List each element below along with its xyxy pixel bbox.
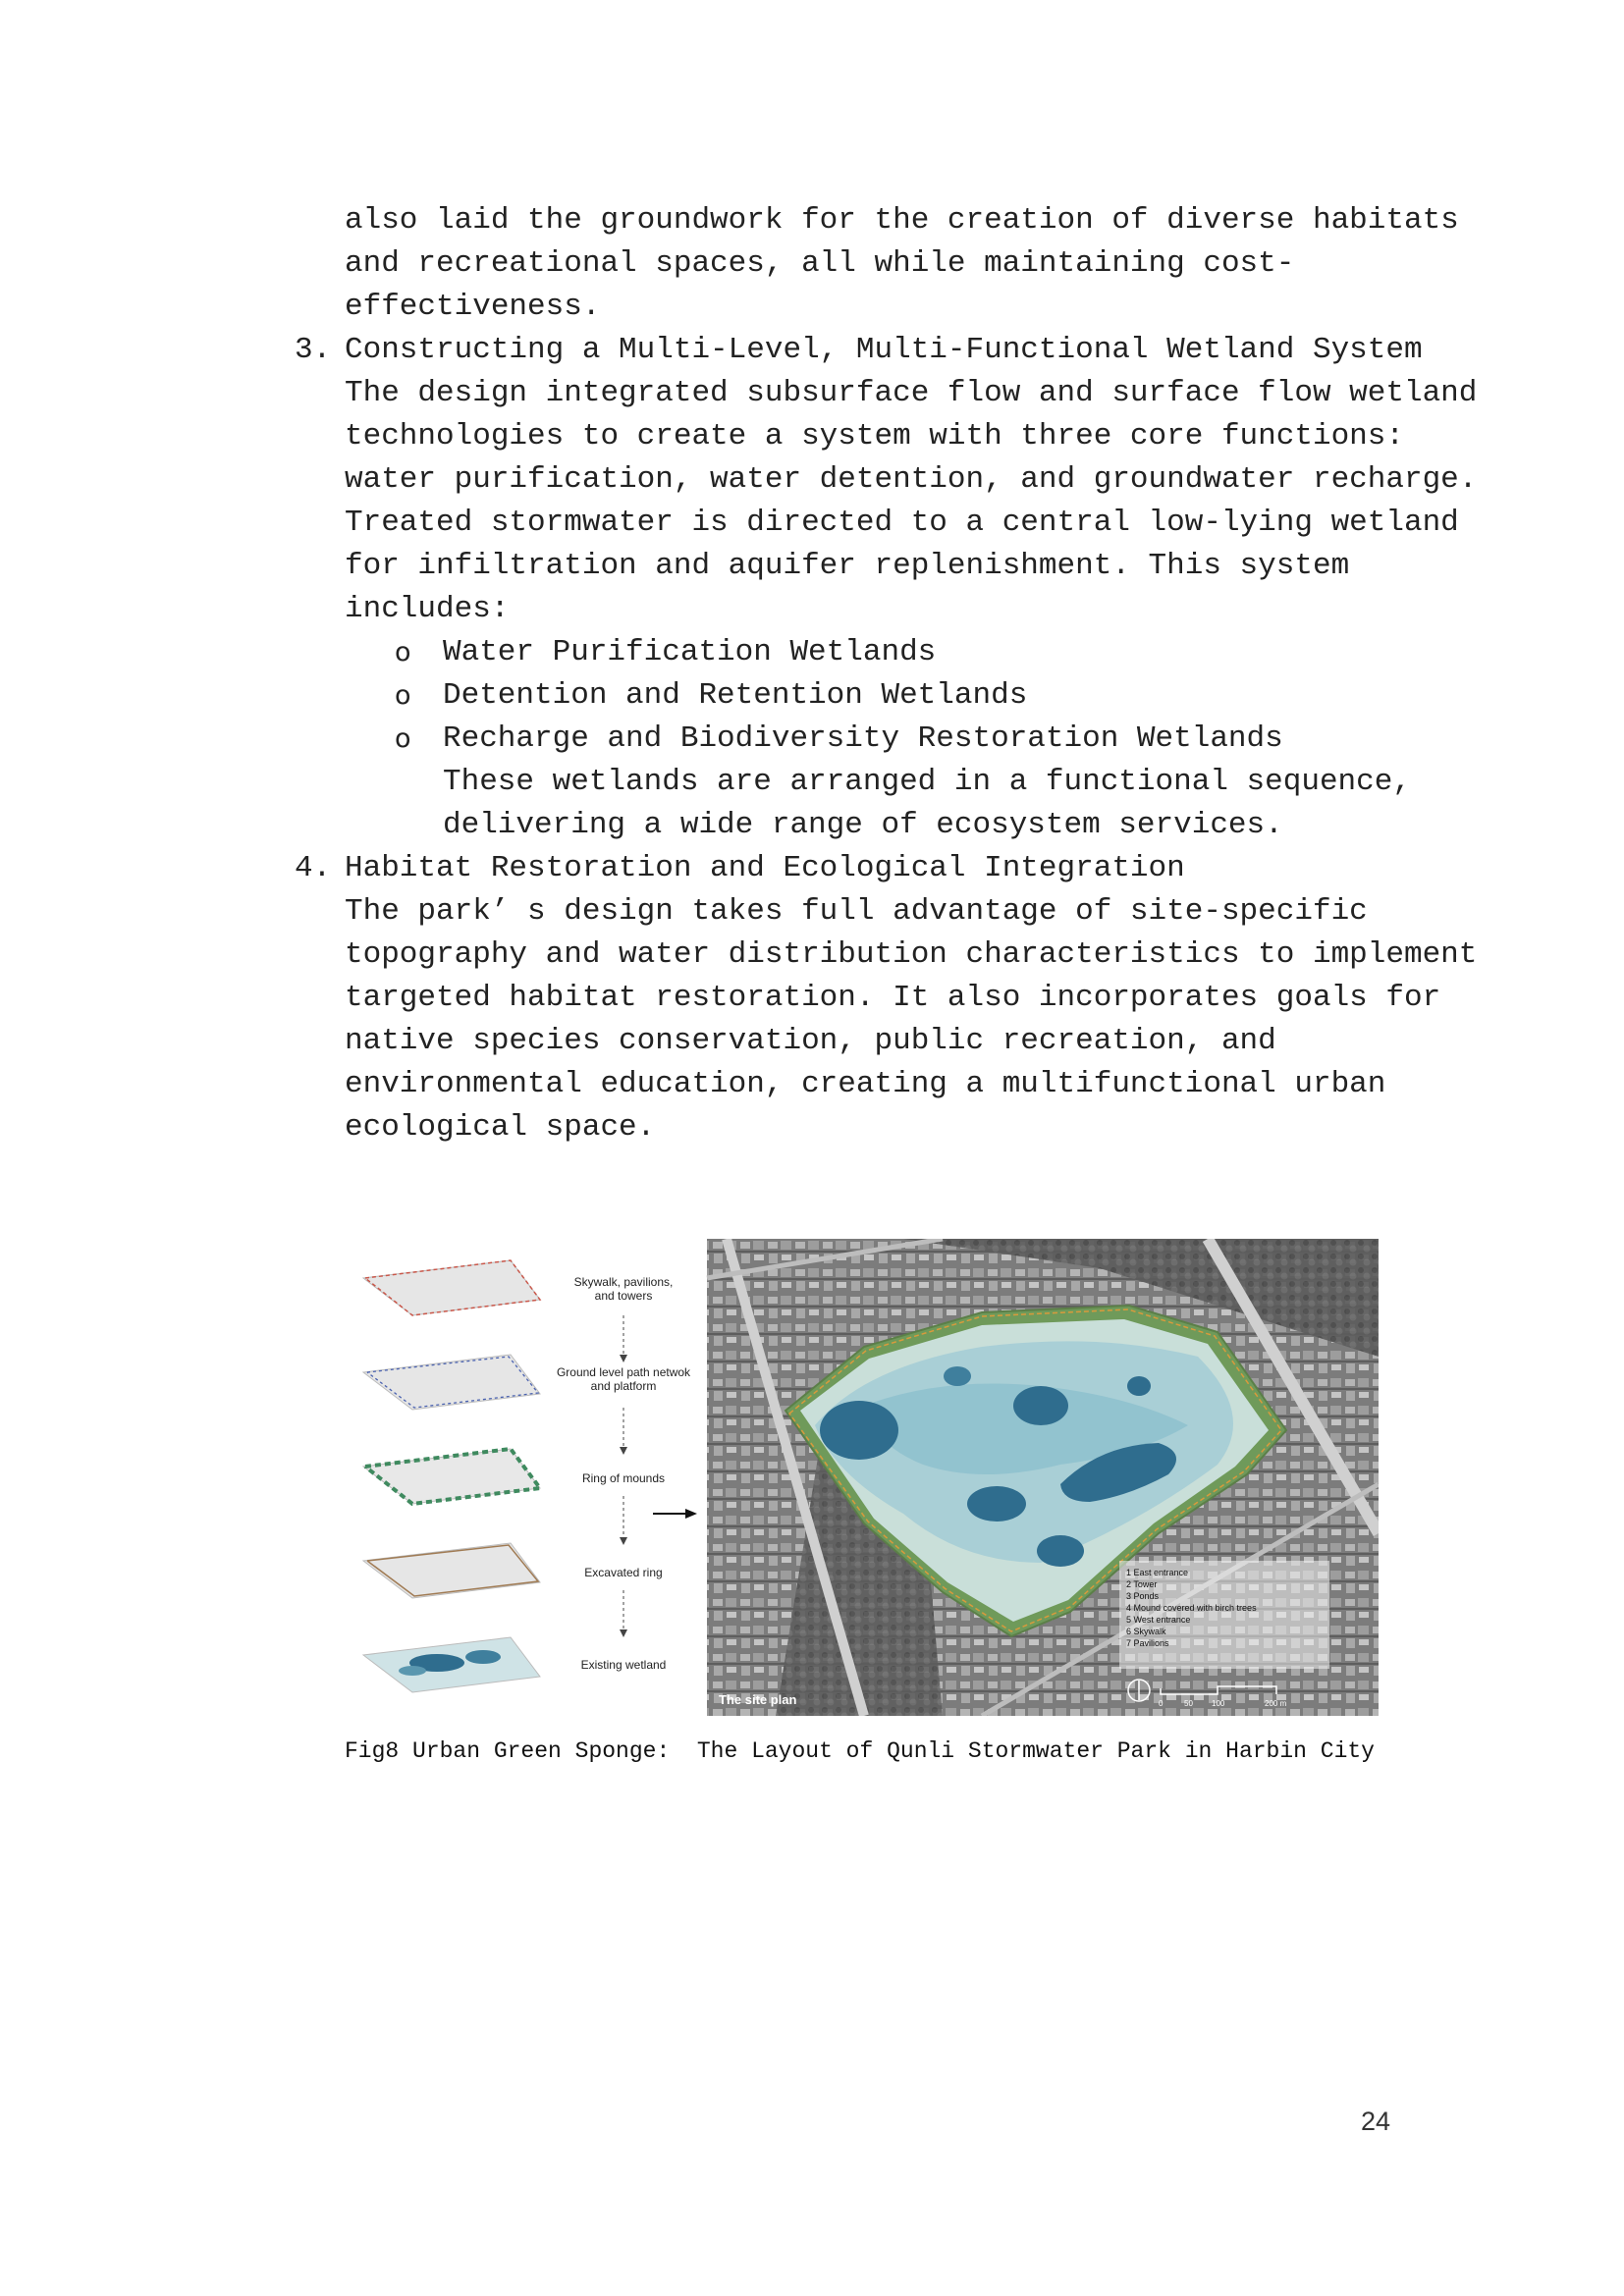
item-3-line-4: Treated stormwater is directed to a central low-lying wetland (345, 506, 1459, 540)
intro-line-1: also laid the groundwork for the creation of diverse habitats (345, 203, 1459, 238)
layer-label-2a: Ground level path netwok (556, 1365, 691, 1379)
bullet-continuation-1: These wetlands are arranged in a functional sequence, (443, 765, 1411, 799)
item-4-line-5: environmental education, creating a multifunctional urban (345, 1067, 1386, 1101)
scale-50: 50 (1184, 1699, 1193, 1708)
bullet-marker-2: o (395, 680, 411, 711)
pond-1 (820, 1401, 898, 1460)
layer-paths (363, 1355, 540, 1410)
legend-item-5: 5 West entrance (1126, 1615, 1191, 1625)
legend-item-3: 3 Ponds (1126, 1591, 1160, 1601)
item-3-title: Constructing a Multi-Level, Multi-Functional Wetland System (345, 333, 1423, 367)
pond-6 (967, 1486, 1026, 1522)
site-plan-label: The site plan (719, 1692, 797, 1707)
layer-label-4: Excavated ring (584, 1566, 663, 1579)
layer-label-2b: and platform (590, 1379, 657, 1393)
pond-2 (1013, 1386, 1068, 1425)
bullet-item-3: Recharge and Biodiversity Restoration Wetlands (443, 721, 1283, 756)
layer-label-1b: and towers (594, 1289, 653, 1303)
item-3-line-5: for infiltration and aquifer replenishment. This system (345, 549, 1350, 583)
bullet-item-2: Detention and Retention Wetlands (443, 678, 1028, 713)
pond-4 (1127, 1376, 1151, 1396)
scale-0: 0 (1159, 1699, 1164, 1708)
layer-label-5: Existing wetland (580, 1658, 667, 1672)
item-3-line-2: technologies to create a system with three core functions: (345, 419, 1404, 454)
legend-item-6: 6 Skywalk (1126, 1627, 1166, 1636)
figure-caption: Fig8 Urban Green Sponge: The Layout of Qunli Stormwater Park in Harbin City (345, 1738, 1375, 1764)
item-4-line-1: The park’ s design takes full advantage of site-specific (345, 894, 1368, 929)
layer-label-1a: Skywalk, pavilions, (573, 1275, 674, 1289)
item-4-line-2: topography and water distribution characteristics to implement (345, 937, 1478, 972)
site-plan-legend (1119, 1561, 1329, 1669)
layer-wetland (363, 1637, 540, 1692)
legend-item-2: 2 Tower (1126, 1579, 1158, 1589)
legend-item-7: 7 Pavilions (1126, 1638, 1169, 1648)
legend-item-1: 1 East entrance (1126, 1568, 1189, 1577)
figure-svg (353, 1239, 1379, 1716)
item-4-line-6: ecological space. (345, 1110, 656, 1145)
bullet-continuation-2: delivering a wide range of ecosystem services. (443, 808, 1283, 842)
item-3-line-1: The design integrated subsurface flow and surface flow wetland (345, 376, 1478, 410)
bullet-marker-1: o (395, 637, 411, 667)
pond-7 (1037, 1535, 1084, 1567)
item-4-title: Habitat Restoration and Ecological Integration (345, 851, 1185, 885)
bullet-marker-3: o (395, 723, 411, 754)
item-4-number: 4. (295, 851, 332, 885)
item-3-line-6: includes: (345, 592, 510, 626)
layer-label-3: Ring of mounds (581, 1471, 666, 1485)
page-number: 24 (1361, 2107, 1391, 2136)
site-plan (707, 1239, 1379, 1716)
layer-mounds (363, 1449, 540, 1504)
item-4-line-3: targeted habitat restoration. It also incorporates goals for (345, 981, 1441, 1015)
bullet-item-1: Water Purification Wetlands (443, 635, 937, 669)
intro-line-3: effectiveness. (345, 290, 601, 324)
layer-skywalk (363, 1260, 540, 1315)
item-3-number: 3. (295, 333, 332, 367)
scale-100: 100 (1212, 1699, 1225, 1708)
legend-item-4: 4 Mound covered with birch trees (1126, 1603, 1257, 1613)
item-3-line-3: water purification, water detention, and groundwater recharge. (345, 462, 1478, 497)
figure-qunli-park (353, 1239, 1379, 1716)
layer-excavated (363, 1543, 540, 1598)
intro-line-2: and recreational spaces, all while maintaining cost- (345, 246, 1295, 281)
layer-diagram (363, 1260, 697, 1692)
scale-200: 200 m (1265, 1699, 1287, 1708)
item-4-line-4: native species conservation, public recreation, and (345, 1024, 1276, 1058)
pond-3 (944, 1366, 971, 1386)
